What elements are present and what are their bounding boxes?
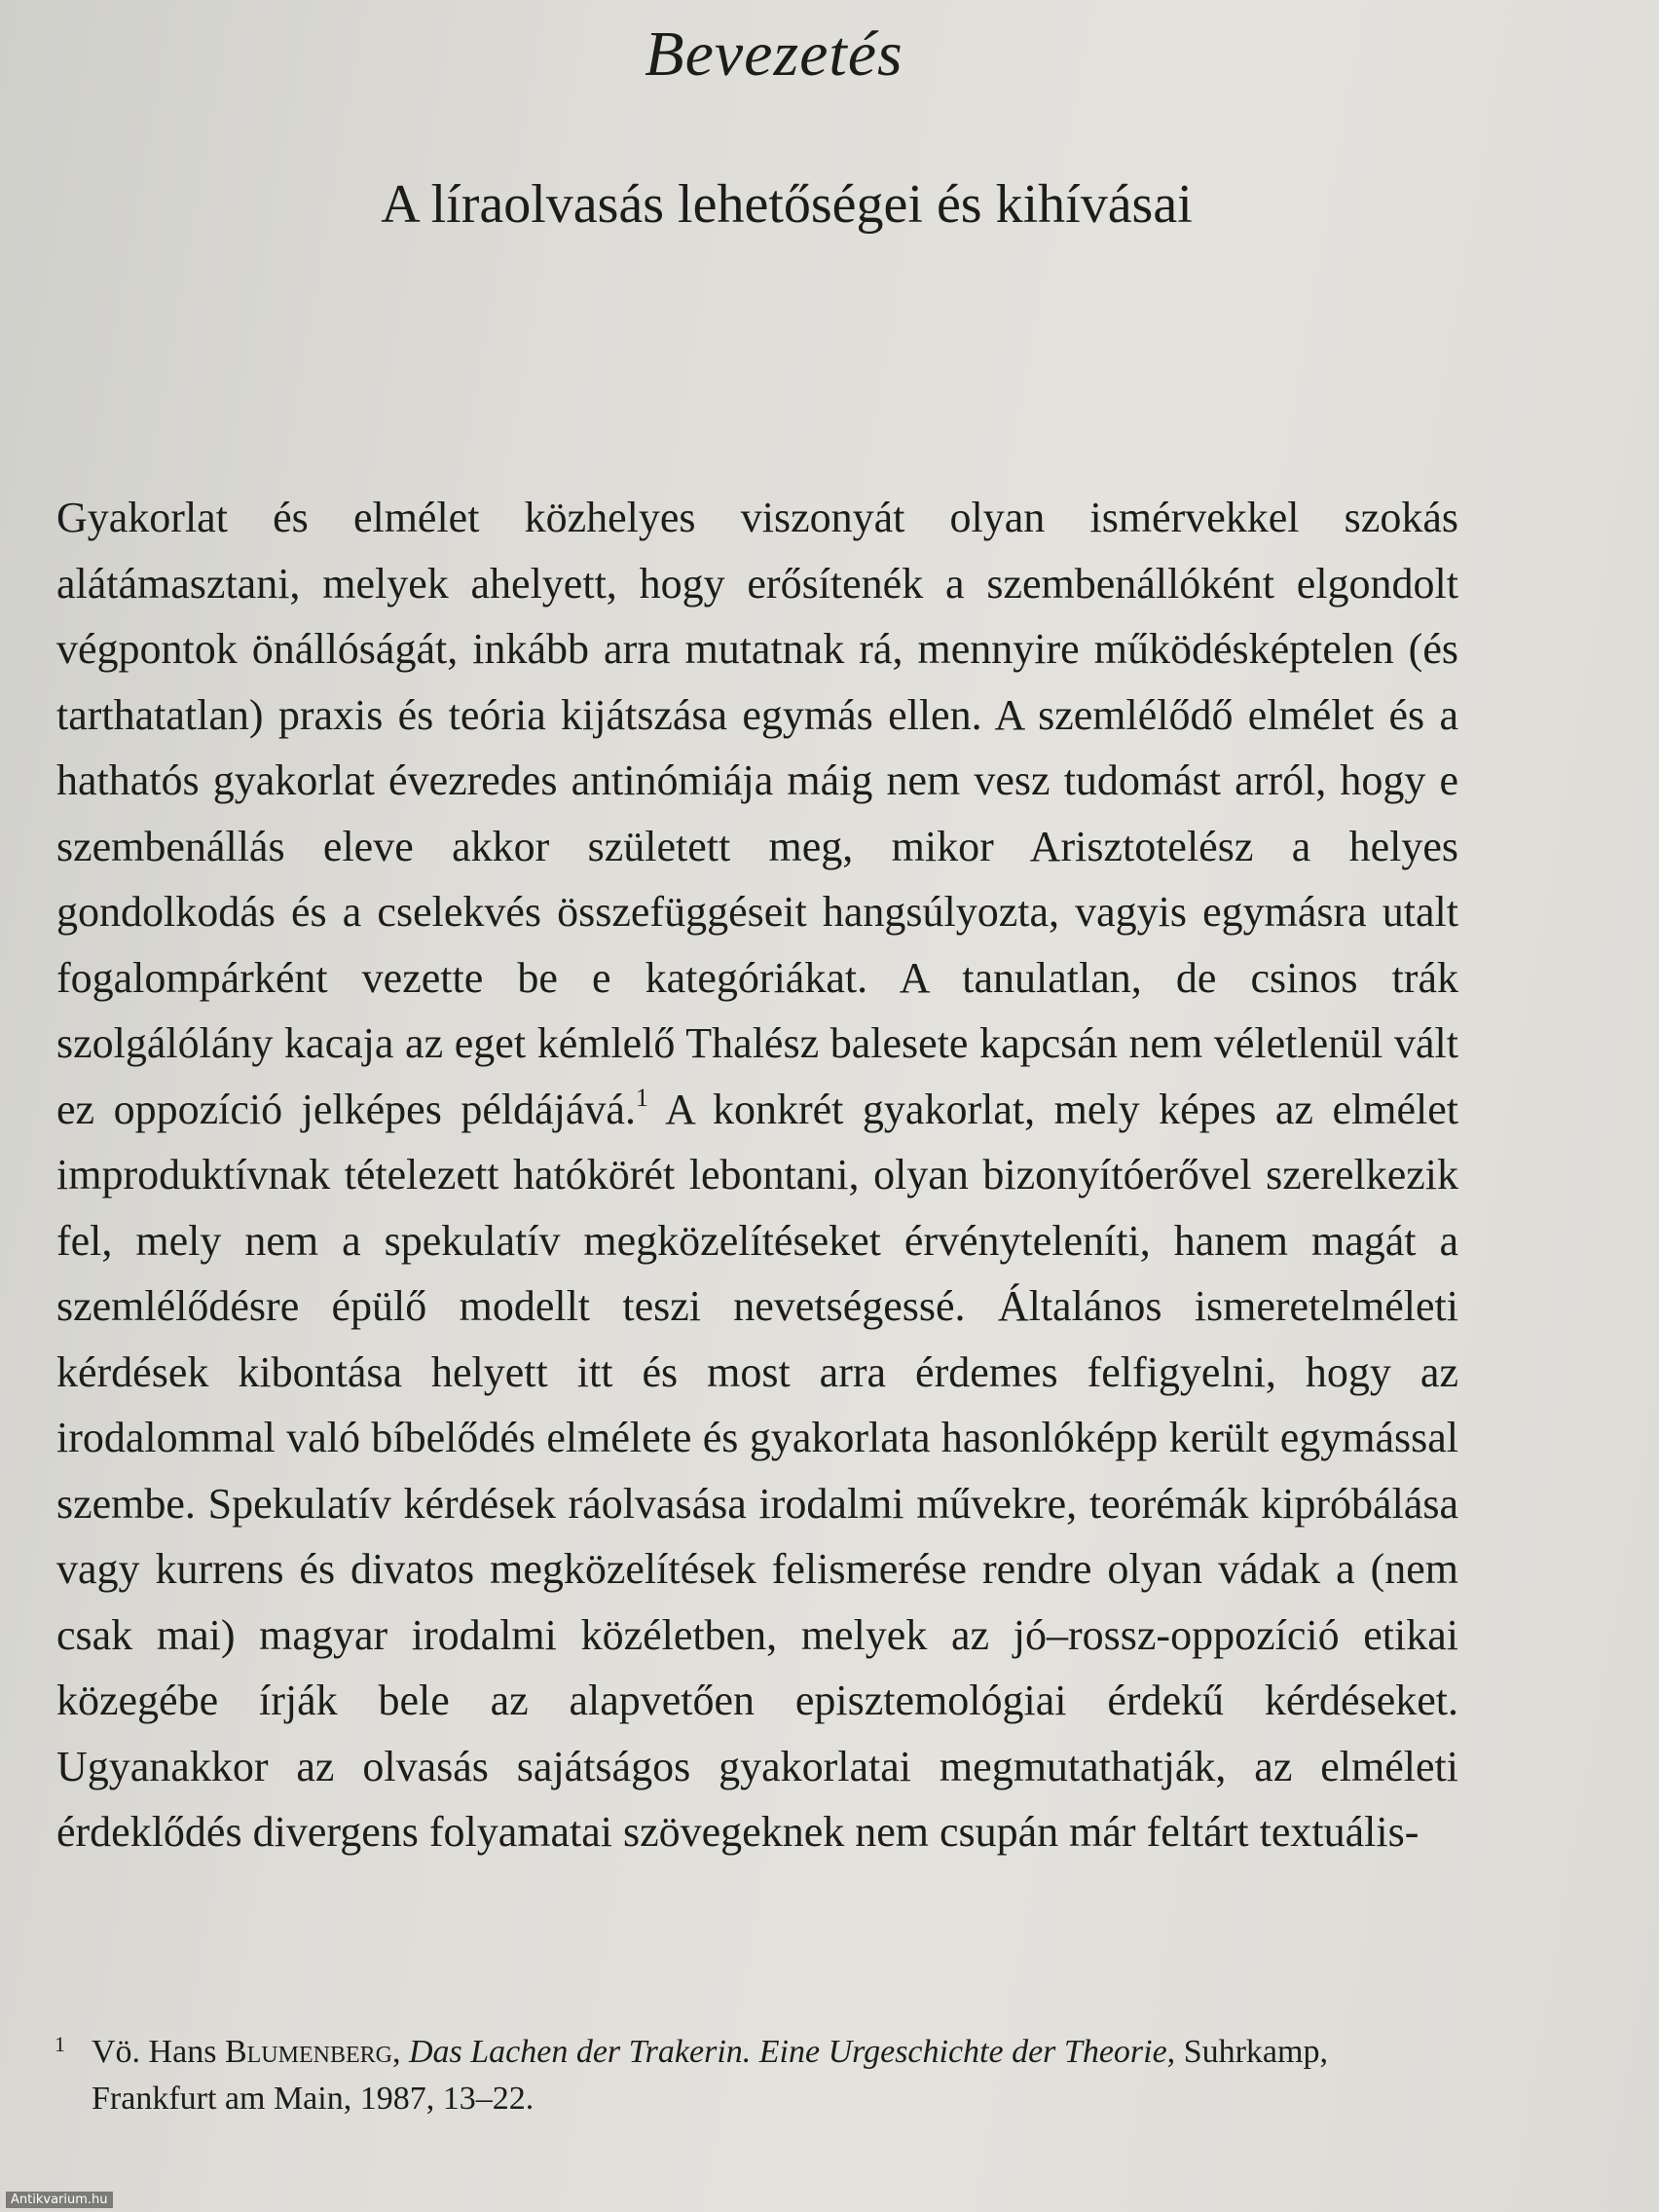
- footnote-book-title: Das Lachen der Trakerin. Eine Urgeschichte der Theorie,: [408, 2034, 1176, 2070]
- footnote-text: [92, 2029, 1437, 2122]
- body-text-part-1: Gyakorlat és elmélet közhelyes viszonyát olyan ismérvekkel szokás alátámasztani, melyek ahelyett, hogy erősítenék a szembenállóként elgondolt végpontok önállóságát, inkább arra mutatnak rá, mennyire működésképtelen (és tarthatatlan) praxis és teória kijátszása egymás ellen. A szemlélődő elmélet és a hathatós gyakorlat évezredes antinómiája máig nem vesz tudomást arról, hogy e szembenállás eleve akkor született meg, mikor Arisztotelész a helyes gondolkodás és a cselekvés összefüggéseit hangsúlyozta, vagyis egymásra utalt fogalompárként vezette be e kategóriákat. A tanulatlan, de csinos trák szolgálólány kacaja az eget kémlelő Thalész balesete kapcsán nem véletlenül vált ez oppozíció jelképes példájává.: [56, 494, 1458, 1133]
- footnote: [55, 2029, 1437, 2122]
- footnote-number: 1: [55, 2032, 65, 2056]
- footnote-reference[interactable]: 1: [635, 1083, 648, 1112]
- body-paragraph: [56, 485, 1458, 1865]
- footnote-prefix: Vö. Hans: [92, 2034, 225, 2070]
- body-text-part-2: A konkrét gyakorlat, mely képes az elmélet improduktívnak tételezett hatókörét lebontani, olyan bizonyítóerővel szerelkezik fel, mely nem a spekulatív megközelítéseket érvényteleníti, hanem magát a szemlélődésre épülő modellt teszi nevetségessé. Általános ismeretelméleti kérdések kibontása helyett itt és most arra érdemes felfigyelni, hogy az irodalommal való bíbelődés elmélete és gyakorlata hasonlóképp került egymással szembe. Spekulatív kérdések ráolvasása irodalmi művekre, teorémák kipróbálása vagy kurrens és divatos megközelítések felismerése rendre olyan vádak a (nem csak mai) magyar irodalmi közéletben, melyek az jó–rossz-oppozíció etikai közegébe írják bele az alapvetően episztemológiai érdekű kérdéseket. Ugyanakkor az olvasás sajátságos gyakorlatai megmutathatják, az elméleti érdeklődés divergens folyamatai szövegeknek nem csupán már feltárt textuális-: [56, 1085, 1458, 1856]
- footnote-author: Blumenberg: [224, 2034, 392, 2070]
- watermark-label: Antikvarium.hu: [6, 2192, 113, 2208]
- chapter-title: Bevezetés: [645, 18, 903, 90]
- footnote-publisher: Suhrkamp, Frankfurt am Main, 1987, 13–22.: [92, 2034, 1328, 2117]
- chapter-subtitle: A líraolvasás lehetőségei és kihívásai: [381, 174, 1193, 235]
- footnote-comma: ,: [391, 2034, 409, 2070]
